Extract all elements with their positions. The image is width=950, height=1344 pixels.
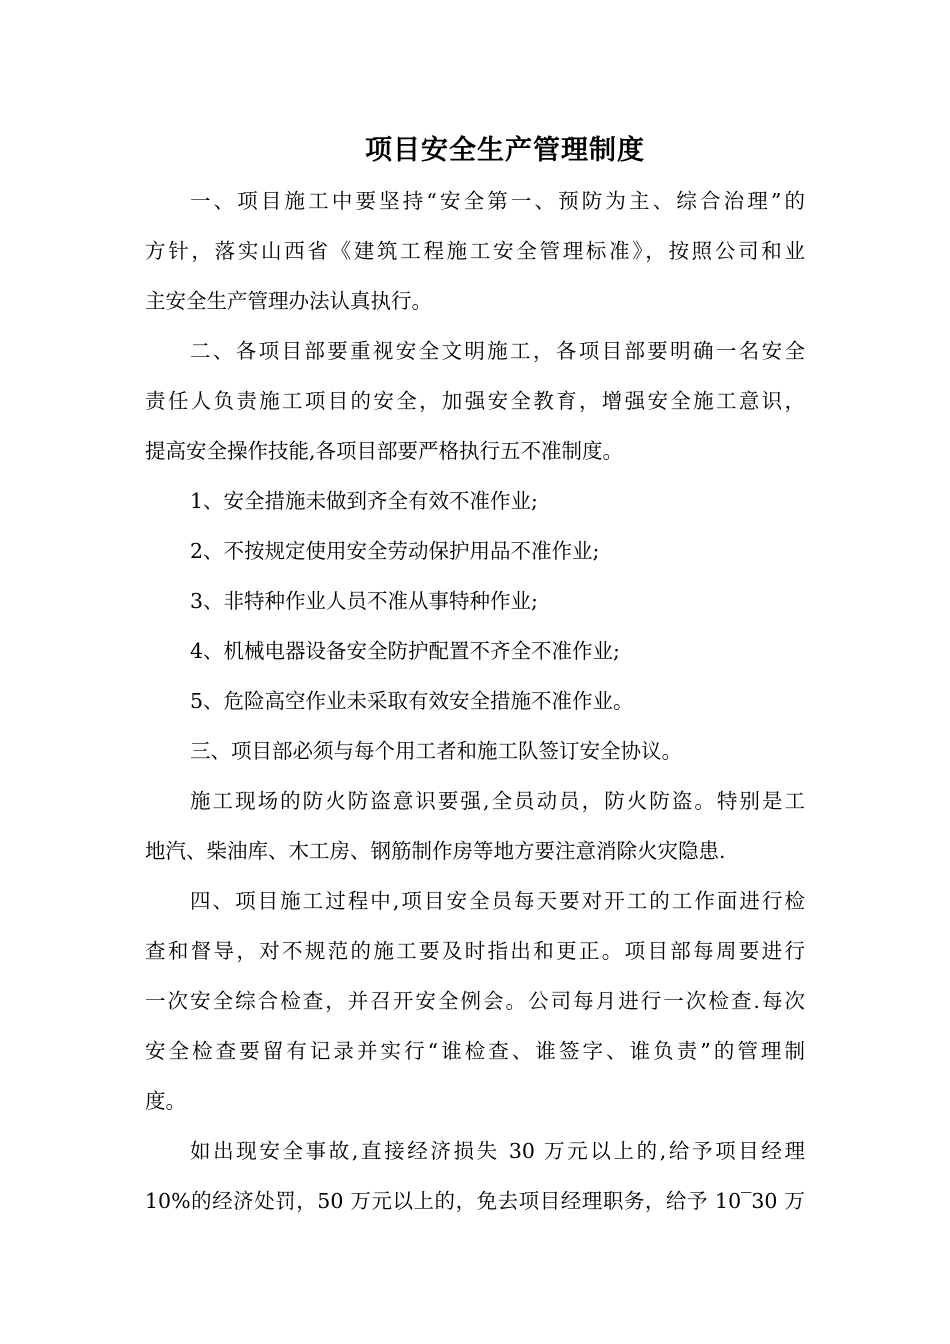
paragraph-line: 提高安全操作技能,各项目部要严格执行五不准制度。: [145, 439, 624, 463]
paragraph-line: 施工现场的防火防盗意识要强,全员动员，防火防盗。特别是工: [190, 789, 805, 813]
paragraph-line: 四、项目施工过程中,项目安全员每天要对开工的工作面进行检: [190, 889, 805, 913]
list-item: 5、危险高空作业未采取有效安全措施不准作业。: [190, 689, 634, 713]
list-item: 1、安全措施未做到齐全有效不准作业;: [190, 489, 538, 513]
list-item: 2、不按规定使用安全劳动保护用品不准作业;: [190, 539, 600, 563]
document-title: 项目安全生产管理制度: [365, 135, 645, 166]
list-item: 4、机械电器设备安全防护配置不齐全不准作业;: [190, 639, 620, 663]
paragraph-line: 10%的经济处罚，50 万元以上的，免去项目经理职务，给予 10‾30 万: [145, 1189, 805, 1213]
paragraph-line: 度。: [145, 1089, 186, 1113]
paragraph-line: 方针，落实山西省《建筑工程施工安全管理标准》，按照公司和业: [145, 239, 805, 263]
paragraph-line: 二、各项目部要重视安全文明施工，各项目部要明确一名安全: [190, 339, 805, 363]
paragraph-line: 责任人负责施工项目的安全，加强安全教育，增强安全施工意识，: [145, 389, 805, 413]
paragraph-line: 三、项目部必须与每个用工者和施工队签订安全协议。: [190, 739, 682, 763]
paragraph-line: 如出现安全事故,直接经济损失 30 万元以上的,给予项目经理: [190, 1139, 805, 1163]
list-item: 3、非特种作业人员不准从事特种作业;: [190, 589, 538, 613]
paragraph-line: 查和督导，对不规范的施工要及时指出和更正。项目部每周要进行: [145, 939, 805, 963]
paragraph-line: 一、项目施工中要坚持“安全第一、预防为主、综合治理”的: [190, 189, 805, 213]
paragraph-line: 主安全生产管理办法认真执行。: [145, 289, 432, 313]
paragraph-line: 安全检查要留有记录并实行“谁检查、谁签字、谁负责”的管理制: [145, 1039, 805, 1063]
paragraph-line: 地汽、柴油库、木工房、钢筋制作房等地方要注意消除火灾隐患.: [145, 839, 726, 863]
paragraph-line: 一次安全综合检查，并召开安全例会。公司每月进行一次检查.每次: [145, 989, 805, 1013]
